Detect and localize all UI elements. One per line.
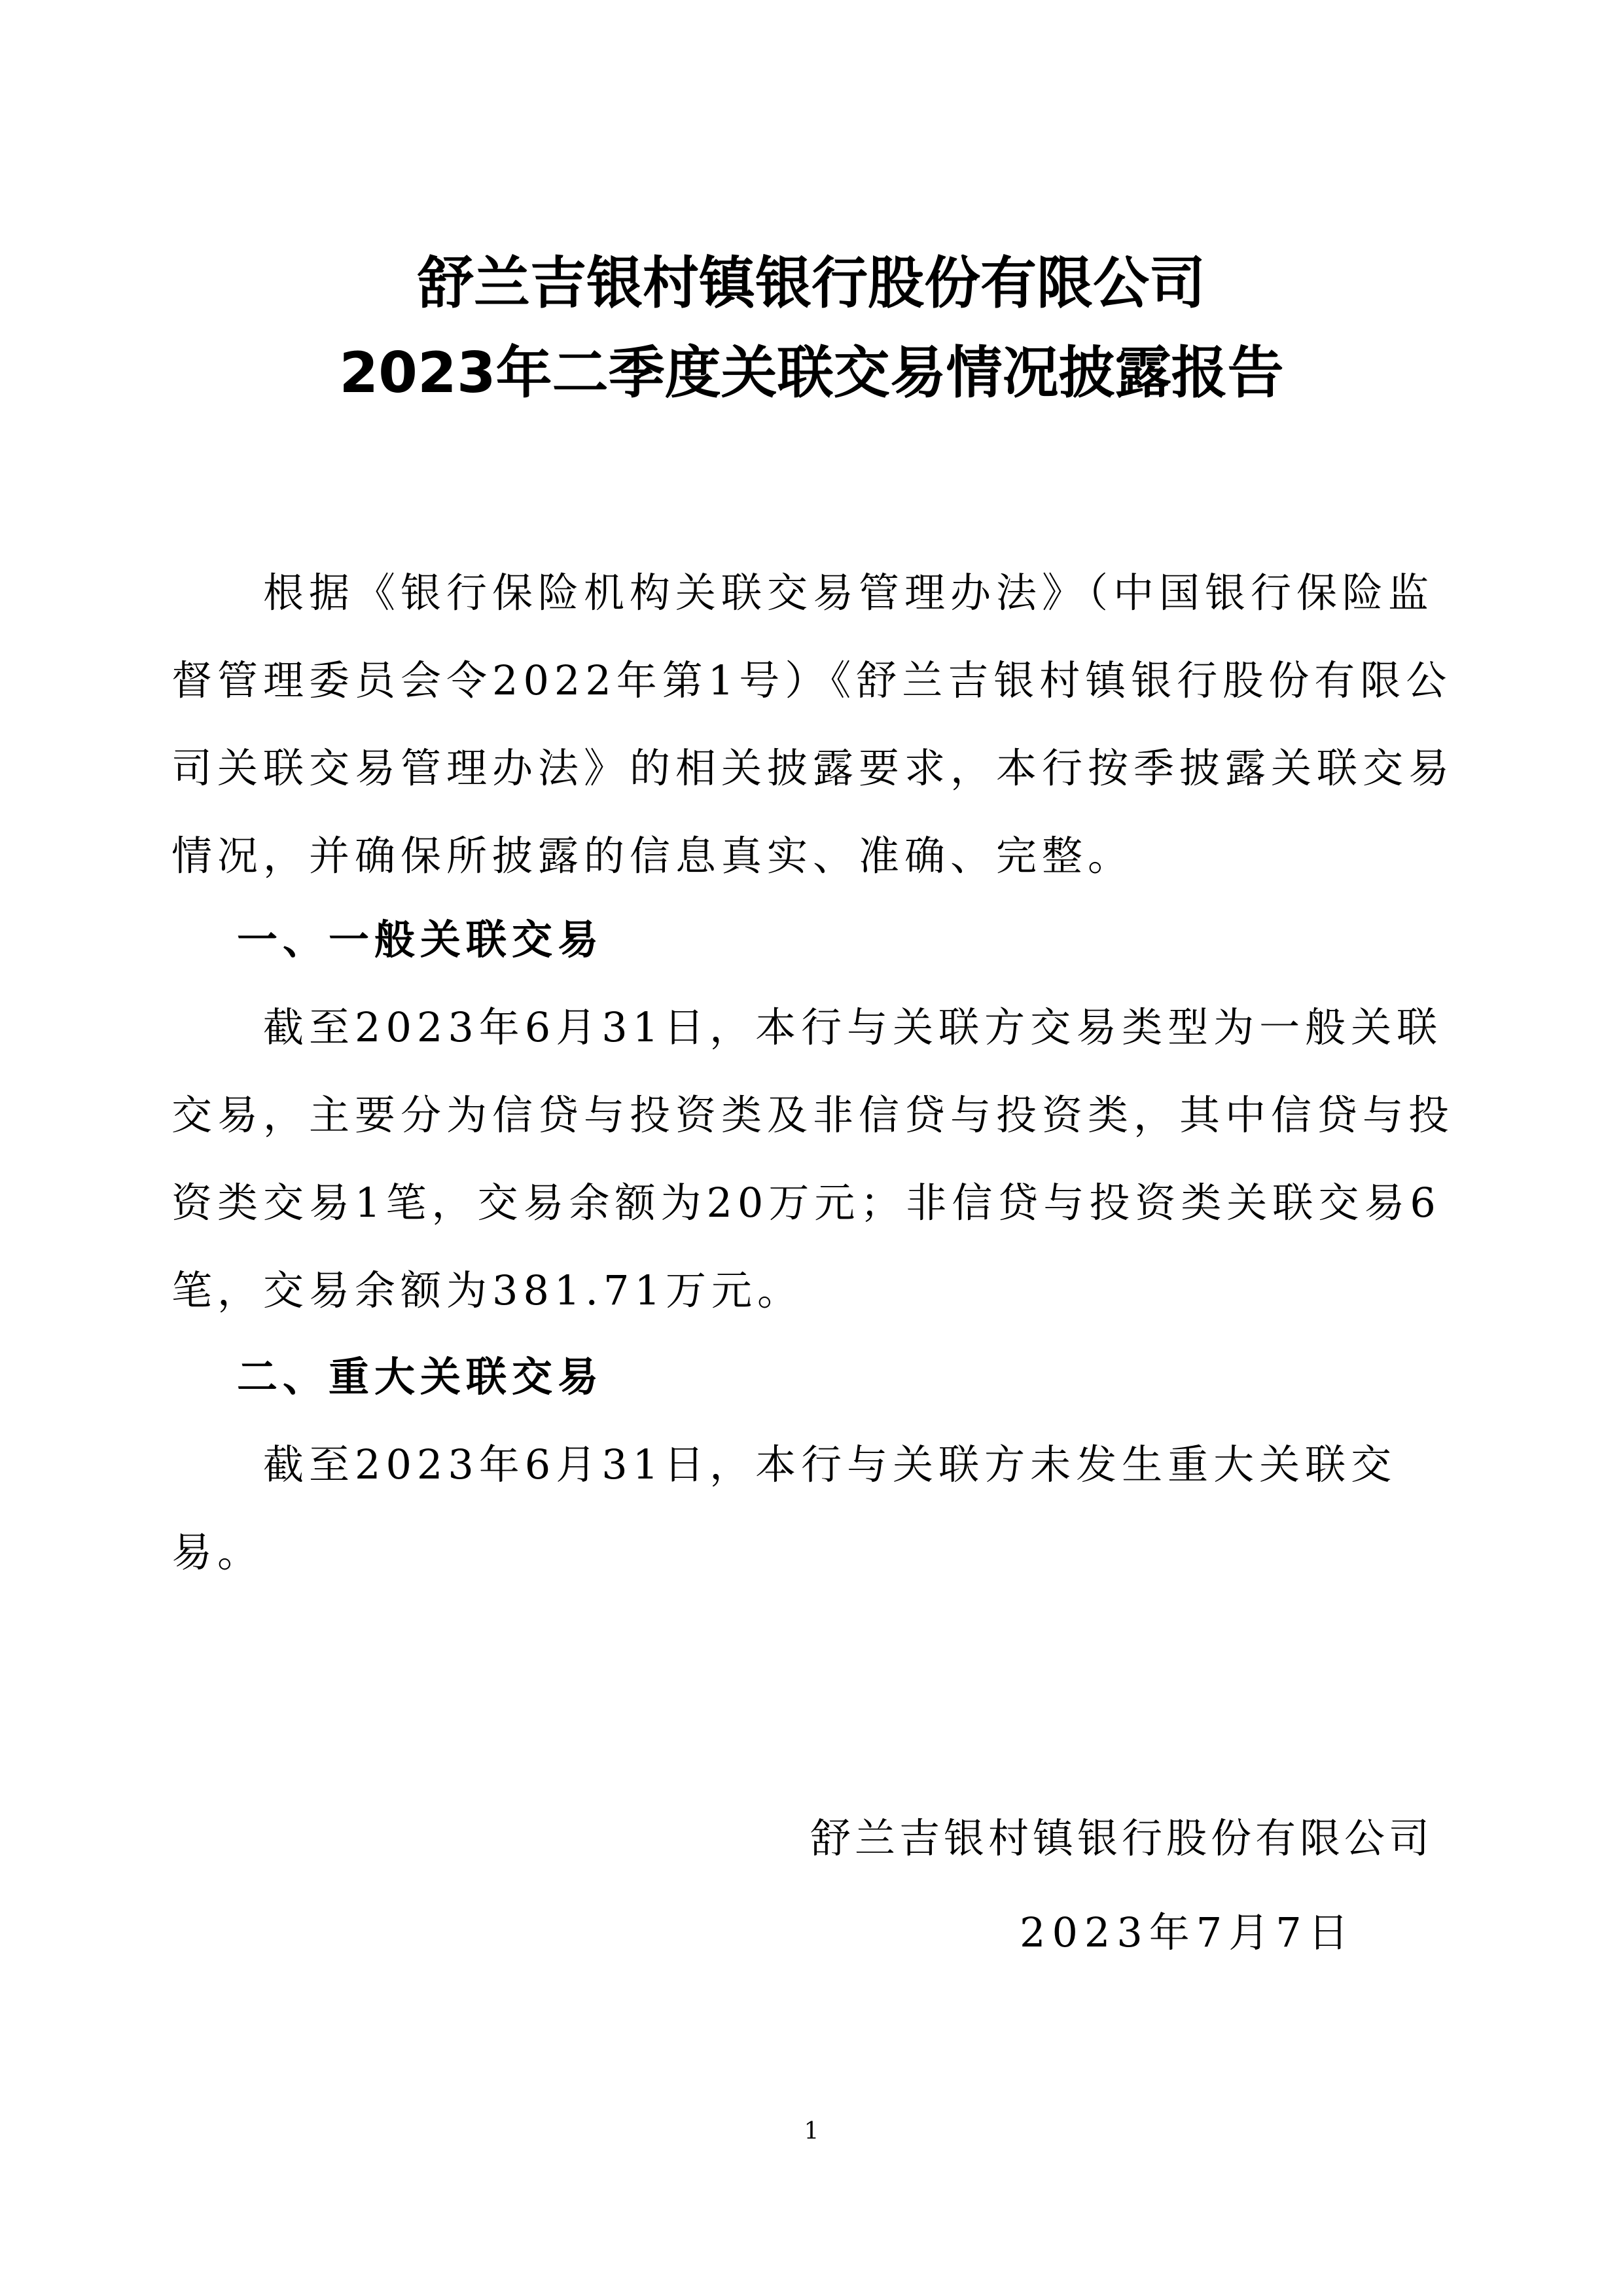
document-title-line-1: 舒兰吉银村镇银行股份有限公司 (418, 251, 1205, 316)
section-heading-general: 一、一般关联交易 (237, 916, 604, 963)
intro-paragraph (171, 549, 1454, 900)
section-text-general: 截至2023年6月31日，本行与关联方交易类型为一般关联交易，主要分为信贷与投资类及非信贷与投资类，其中信贷与投资类交易1笔，交易余额为20万元；非信贷与投资类关联交易6笔，交易余额为381.71万元。 (171, 1003, 1455, 1314)
signature-company: 舒兰吉银村镇银行股份有限公司 (810, 1814, 1434, 1862)
section-text-major: 截至2023年6月31日，本行与关联方未发生重大关联交易。 (171, 1441, 1397, 1576)
section-heading-major: 二、重大关联交易 (237, 1353, 604, 1401)
section-body-general (171, 984, 1454, 1335)
signature-date: 2023年7月7日 (1020, 1909, 1355, 1956)
intro-text: 根据《银行保险机构关联交易管理办法》（中国银行保险监督管理委员会令2022年第1号）《舒兰吉银村镇银行股份有限公司关联交易管理办法》的相关披露要求，本行按季披露关联交易情况，并确保所披露的信息真实、准确、完整。 (171, 569, 1455, 880)
document-title-line-2: 2023年二季度关联交易情况披露报告 (339, 340, 1284, 406)
page-number: 1 (804, 2118, 819, 2145)
section-body-major (171, 1421, 1454, 1596)
